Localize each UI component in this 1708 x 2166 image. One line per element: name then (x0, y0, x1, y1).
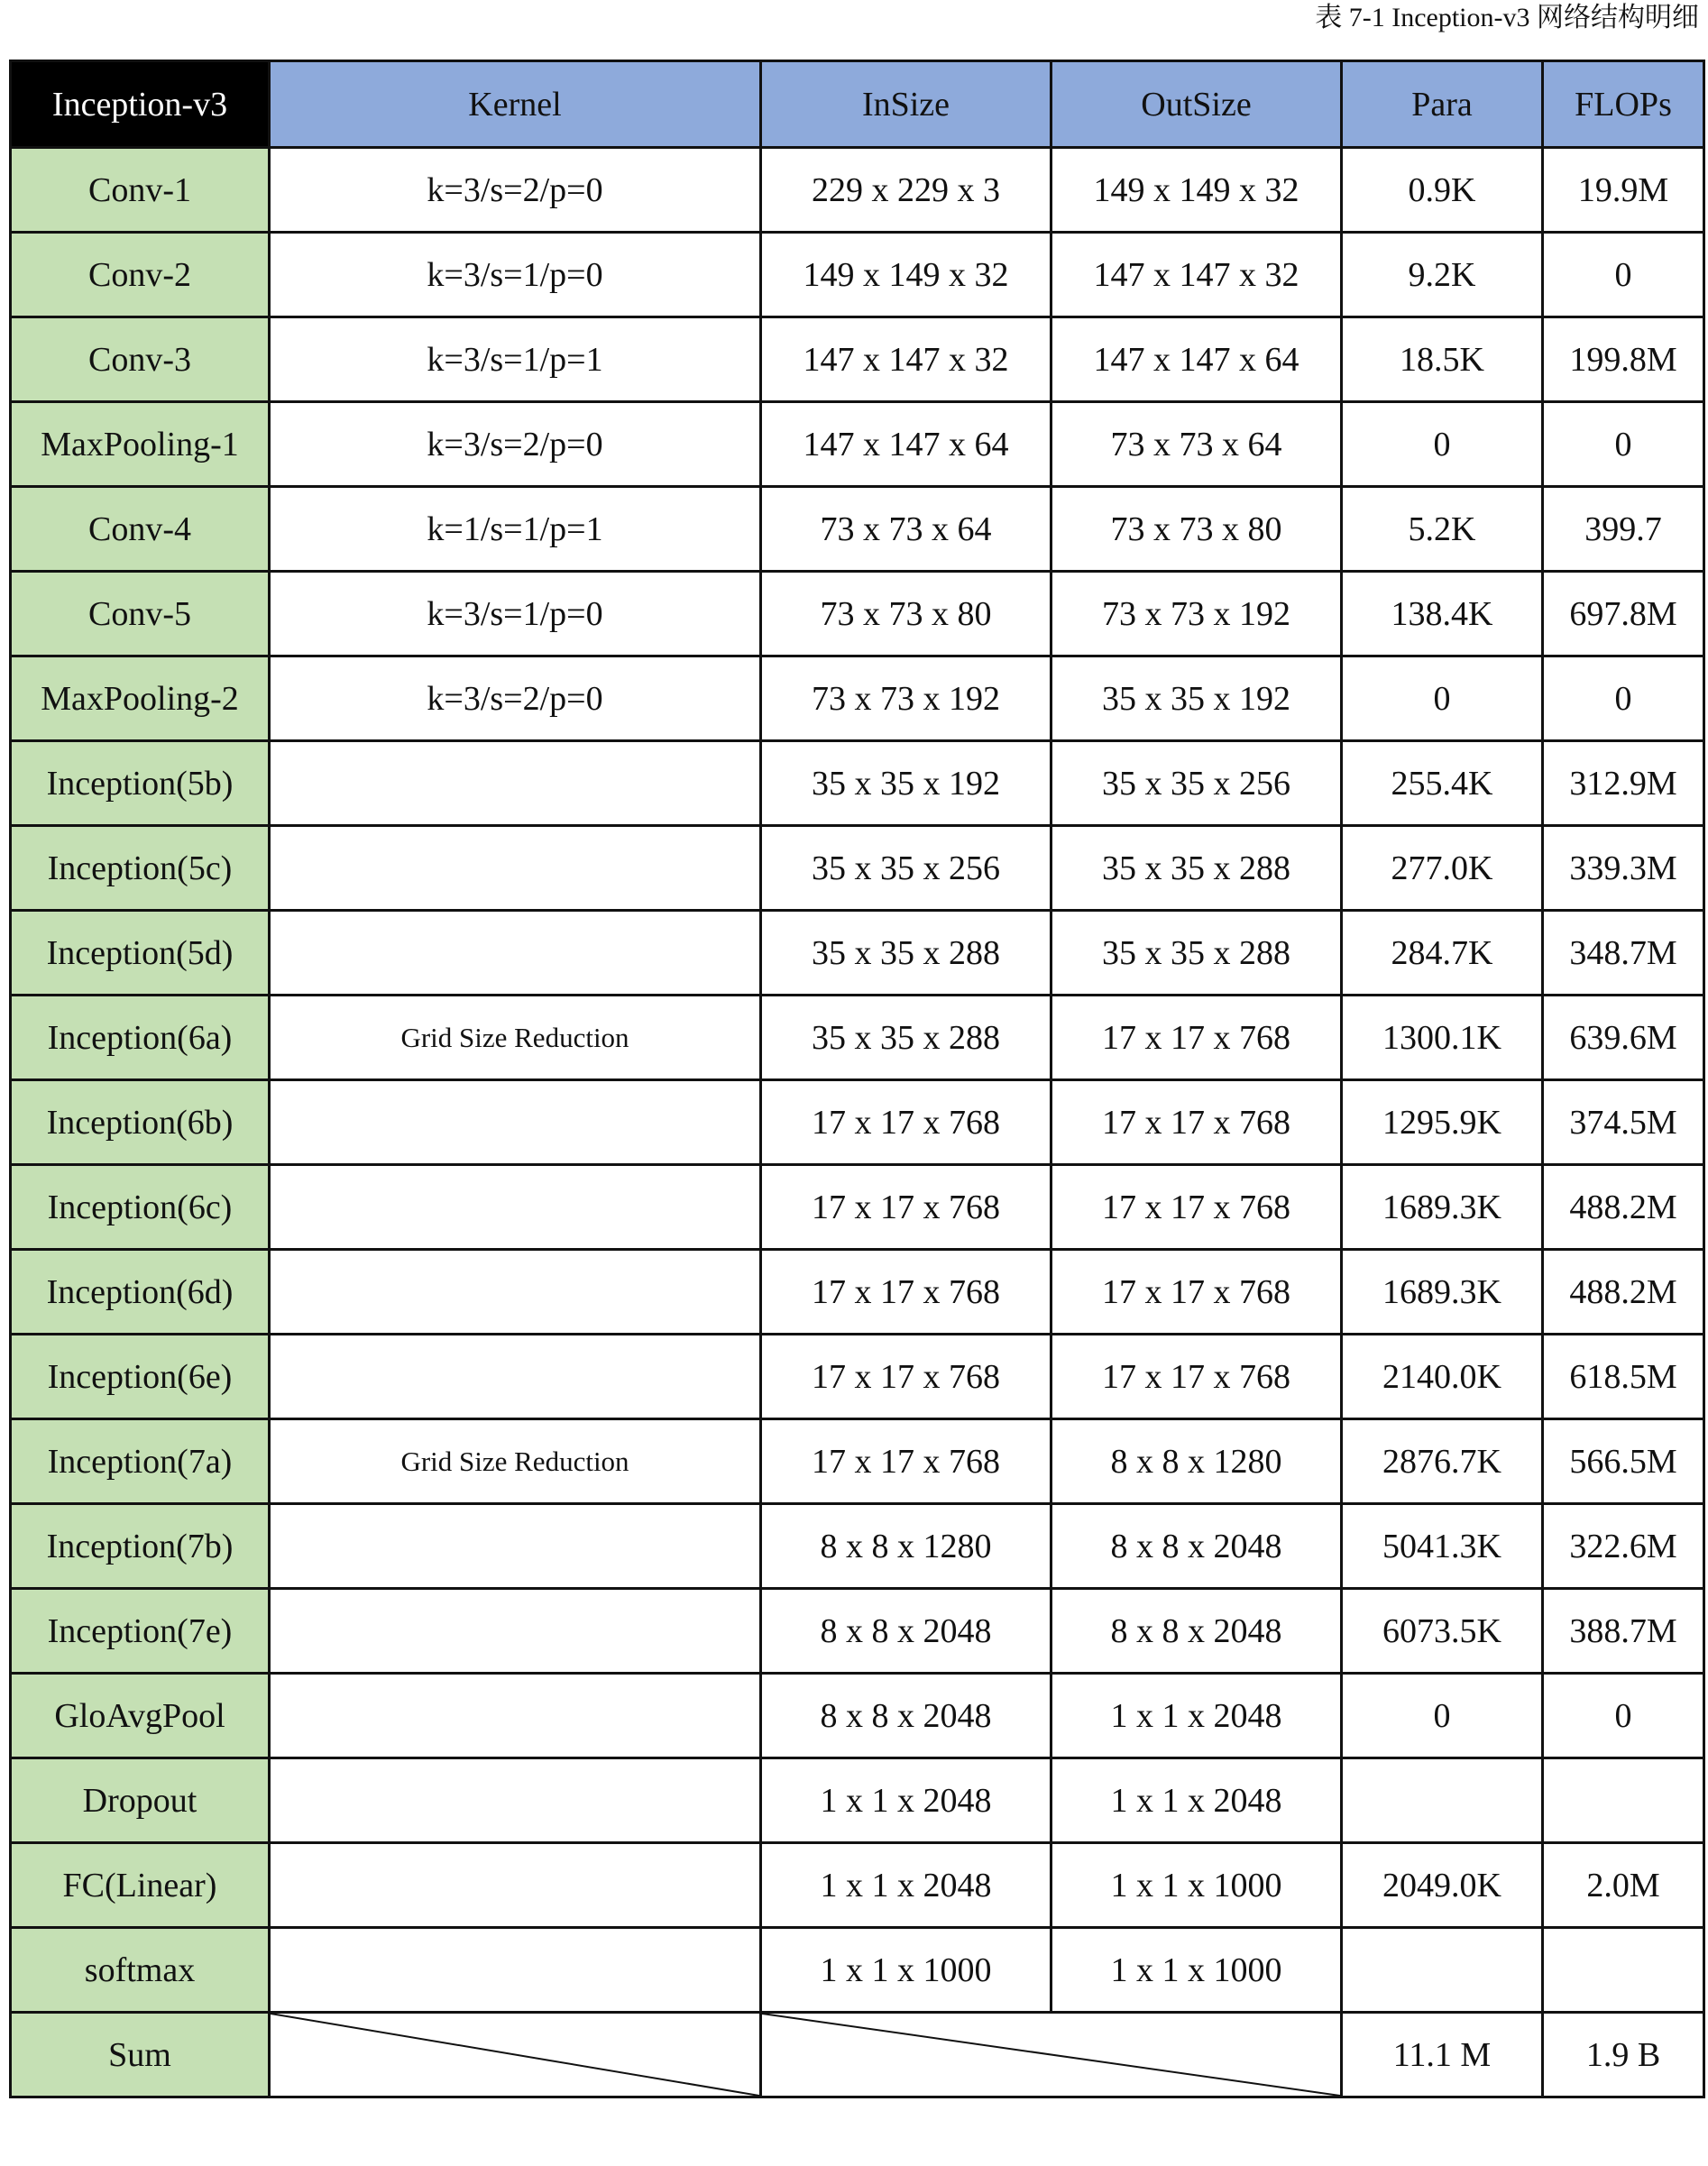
para-cell: 255.4K (1342, 741, 1543, 826)
kernel-cell: k=3/s=1/p=1 (270, 317, 761, 402)
para-cell: 1300.1K (1342, 996, 1543, 1080)
sum-kernel-diagonal-cell (270, 2013, 761, 2097)
flops-cell: 312.9M (1543, 741, 1704, 826)
outsize-cell: 73 x 73 x 64 (1051, 402, 1342, 487)
insize-cell: 35 x 35 x 288 (761, 911, 1051, 996)
layer-cell: Inception(6d) (11, 1250, 270, 1335)
layer-cell: Conv-2 (11, 233, 270, 317)
flops-cell: 0 (1543, 656, 1704, 741)
table-row (11, 317, 1704, 402)
layer-cell: Inception(7b) (11, 1504, 270, 1589)
kernel-cell: Grid Size Reduction (270, 996, 761, 1080)
outsize-cell: 17 x 17 x 768 (1051, 1250, 1342, 1335)
outsize-cell: 73 x 73 x 80 (1051, 487, 1342, 572)
layer-cell: Conv-4 (11, 487, 270, 572)
layer-cell: Inception(7a) (11, 1419, 270, 1504)
table-row (11, 826, 1704, 911)
table-row (11, 1080, 1704, 1165)
insize-cell: 8 x 8 x 1280 (761, 1504, 1051, 1589)
insize-cell: 17 x 17 x 768 (761, 1080, 1051, 1165)
sum-para: 11.1 M (1342, 2013, 1543, 2097)
outsize-cell: 8 x 8 x 1280 (1051, 1419, 1342, 1504)
layer-cell: Conv-1 (11, 148, 270, 233)
insize-cell: 17 x 17 x 768 (761, 1250, 1051, 1335)
flops-cell: 639.6M (1543, 996, 1704, 1080)
insize-cell: 17 x 17 x 768 (761, 1335, 1051, 1419)
para-cell: 5.2K (1342, 487, 1543, 572)
table-row (11, 402, 1704, 487)
insize-cell: 35 x 35 x 256 (761, 826, 1051, 911)
layer-cell: Inception(6a) (11, 996, 270, 1080)
flops-cell: 0 (1543, 233, 1704, 317)
insize-cell: 1 x 1 x 2048 (761, 1758, 1051, 1843)
table-row (11, 1504, 1704, 1589)
insize-cell: 147 x 147 x 32 (761, 317, 1051, 402)
insize-cell: 17 x 17 x 768 (761, 1165, 1051, 1250)
header-flops: FLOPs (1543, 61, 1704, 148)
layer-cell: Inception(6b) (11, 1080, 270, 1165)
para-cell: 6073.5K (1342, 1589, 1543, 1674)
flops-cell (1543, 1928, 1704, 2013)
kernel-cell: k=3/s=1/p=0 (270, 572, 761, 656)
insize-cell: 1 x 1 x 2048 (761, 1843, 1051, 1928)
flops-cell (1543, 1758, 1704, 1843)
sum-label: Sum (11, 2013, 270, 2097)
sum-size-diagonal-cell (761, 2013, 1342, 2097)
table-row (11, 996, 1704, 1080)
flops-cell: 618.5M (1543, 1335, 1704, 1419)
layer-cell: Inception(5b) (11, 741, 270, 826)
sum-row (11, 2013, 1704, 2097)
kernel-cell (270, 1504, 761, 1589)
insize-cell: 8 x 8 x 2048 (761, 1674, 1051, 1758)
kernel-cell (270, 1080, 761, 1165)
kernel-cell: k=3/s=2/p=0 (270, 148, 761, 233)
layer-cell: Inception(7e) (11, 1589, 270, 1674)
table-row (11, 233, 1704, 317)
layer-cell: FC(Linear) (11, 1843, 270, 1928)
layer-cell: Inception(6e) (11, 1335, 270, 1419)
kernel-cell (270, 1928, 761, 2013)
layer-cell: Conv-3 (11, 317, 270, 402)
kernel-cell (270, 1250, 761, 1335)
table-row (11, 148, 1704, 233)
outsize-cell: 8 x 8 x 2048 (1051, 1589, 1342, 1674)
para-cell: 18.5K (1342, 317, 1543, 402)
para-cell: 1295.9K (1342, 1080, 1543, 1165)
kernel-cell (270, 741, 761, 826)
outsize-cell: 17 x 17 x 768 (1051, 1080, 1342, 1165)
outsize-cell: 1 x 1 x 2048 (1051, 1758, 1342, 1843)
kernel-cell (270, 1165, 761, 1250)
header-para: Para (1342, 61, 1543, 148)
outsize-cell: 147 x 147 x 32 (1051, 233, 1342, 317)
table-row (11, 911, 1704, 996)
diagonal-line (271, 2014, 759, 2096)
outsize-cell: 35 x 35 x 288 (1051, 911, 1342, 996)
insize-cell: 17 x 17 x 768 (761, 1419, 1051, 1504)
para-cell: 1689.3K (1342, 1250, 1543, 1335)
outsize-cell: 17 x 17 x 768 (1051, 996, 1342, 1080)
insize-cell: 73 x 73 x 192 (761, 656, 1051, 741)
insize-cell: 1 x 1 x 1000 (761, 1928, 1051, 2013)
flops-cell: 0 (1543, 402, 1704, 487)
flops-cell: 374.5M (1543, 1080, 1704, 1165)
flops-cell: 339.3M (1543, 826, 1704, 911)
flops-cell: 2.0M (1543, 1843, 1704, 1928)
insize-cell: 8 x 8 x 2048 (761, 1589, 1051, 1674)
flops-cell: 0 (1543, 1674, 1704, 1758)
para-cell: 0 (1342, 1674, 1543, 1758)
para-cell: 284.7K (1342, 911, 1543, 996)
table-row (11, 741, 1704, 826)
flops-cell: 388.7M (1543, 1589, 1704, 1674)
para-cell: 0 (1342, 656, 1543, 741)
flops-cell: 322.6M (1543, 1504, 1704, 1589)
layer-cell: Inception(5d) (11, 911, 270, 996)
header-outsize: OutSize (1051, 61, 1342, 148)
flops-cell: 399.7 (1543, 487, 1704, 572)
outsize-cell: 17 x 17 x 768 (1051, 1165, 1342, 1250)
kernel-cell: k=3/s=2/p=0 (270, 402, 761, 487)
insize-cell: 35 x 35 x 288 (761, 996, 1051, 1080)
outsize-cell: 147 x 147 x 64 (1051, 317, 1342, 402)
outsize-cell: 1 x 1 x 2048 (1051, 1674, 1342, 1758)
table-row (11, 1419, 1704, 1504)
flops-cell: 488.2M (1543, 1165, 1704, 1250)
para-cell: 9.2K (1342, 233, 1543, 317)
outsize-cell: 149 x 149 x 32 (1051, 148, 1342, 233)
para-cell: 2049.0K (1342, 1843, 1543, 1928)
para-cell: 0.9K (1342, 148, 1543, 233)
para-cell: 277.0K (1342, 826, 1543, 911)
para-cell: 5041.3K (1342, 1504, 1543, 1589)
para-cell: 2876.7K (1342, 1419, 1543, 1504)
header-kernel: Kernel (270, 61, 761, 148)
kernel-cell (270, 1758, 761, 1843)
layer-cell: Conv-5 (11, 572, 270, 656)
table-row (11, 1928, 1704, 2013)
header-row (11, 61, 1704, 148)
layer-cell: GloAvgPool (11, 1674, 270, 1758)
outsize-cell: 17 x 17 x 768 (1051, 1335, 1342, 1419)
table-row (11, 487, 1704, 572)
insize-cell: 73 x 73 x 80 (761, 572, 1051, 656)
flops-cell: 566.5M (1543, 1419, 1704, 1504)
kernel-cell (270, 826, 761, 911)
inception-v3-table (9, 60, 1705, 2098)
outsize-cell: 35 x 35 x 192 (1051, 656, 1342, 741)
para-cell: 0 (1342, 402, 1543, 487)
para-cell: 1689.3K (1342, 1165, 1543, 1250)
table-row (11, 1335, 1704, 1419)
flops-cell: 488.2M (1543, 1250, 1704, 1335)
kernel-cell: k=3/s=2/p=0 (270, 656, 761, 741)
outsize-cell: 1 x 1 x 1000 (1051, 1843, 1342, 1928)
diagonal-line (762, 2014, 1340, 2096)
insize-cell: 35 x 35 x 192 (761, 741, 1051, 826)
para-cell (1342, 1928, 1543, 2013)
outsize-cell: 1 x 1 x 1000 (1051, 1928, 1342, 2013)
outsize-cell: 73 x 73 x 192 (1051, 572, 1342, 656)
flops-cell: 199.8M (1543, 317, 1704, 402)
outsize-cell: 8 x 8 x 2048 (1051, 1504, 1342, 1589)
table-row (11, 656, 1704, 741)
para-cell: 138.4K (1342, 572, 1543, 656)
table-row (11, 1589, 1704, 1674)
layer-cell: softmax (11, 1928, 270, 2013)
kernel-cell (270, 1674, 761, 1758)
kernel-cell: k=1/s=1/p=1 (270, 487, 761, 572)
outsize-cell: 35 x 35 x 288 (1051, 826, 1342, 911)
insize-cell: 147 x 147 x 64 (761, 402, 1051, 487)
layer-cell: MaxPooling-1 (11, 402, 270, 487)
kernel-cell: k=3/s=1/p=0 (270, 233, 761, 317)
table-row (11, 1674, 1704, 1758)
insize-cell: 229 x 229 x 3 (761, 148, 1051, 233)
kernel-cell (270, 1589, 761, 1674)
flops-cell: 19.9M (1543, 148, 1704, 233)
sum-flops: 1.9 B (1543, 2013, 1704, 2097)
insize-cell: 149 x 149 x 32 (761, 233, 1051, 317)
table-row (11, 1165, 1704, 1250)
para-cell: 2140.0K (1342, 1335, 1543, 1419)
table-row (11, 1843, 1704, 1928)
table-caption: 表 7-1 Inception-v3 网络结构明细 (1315, 3, 1699, 32)
outsize-cell: 35 x 35 x 256 (1051, 741, 1342, 826)
para-cell (1342, 1758, 1543, 1843)
insize-cell: 73 x 73 x 64 (761, 487, 1051, 572)
kernel-cell: Grid Size Reduction (270, 1419, 761, 1504)
header-model: Inception-v3 (11, 61, 270, 148)
kernel-cell (270, 1335, 761, 1419)
kernel-cell (270, 1843, 761, 1928)
layer-cell: Dropout (11, 1758, 270, 1843)
table-row (11, 1758, 1704, 1843)
layer-cell: Inception(5c) (11, 826, 270, 911)
header-insize: InSize (761, 61, 1051, 148)
layer-cell: Inception(6c) (11, 1165, 270, 1250)
table-row (11, 1250, 1704, 1335)
table-row (11, 572, 1704, 656)
kernel-cell (270, 911, 761, 996)
layer-cell: MaxPooling-2 (11, 656, 270, 741)
flops-cell: 697.8M (1543, 572, 1704, 656)
flops-cell: 348.7M (1543, 911, 1704, 996)
